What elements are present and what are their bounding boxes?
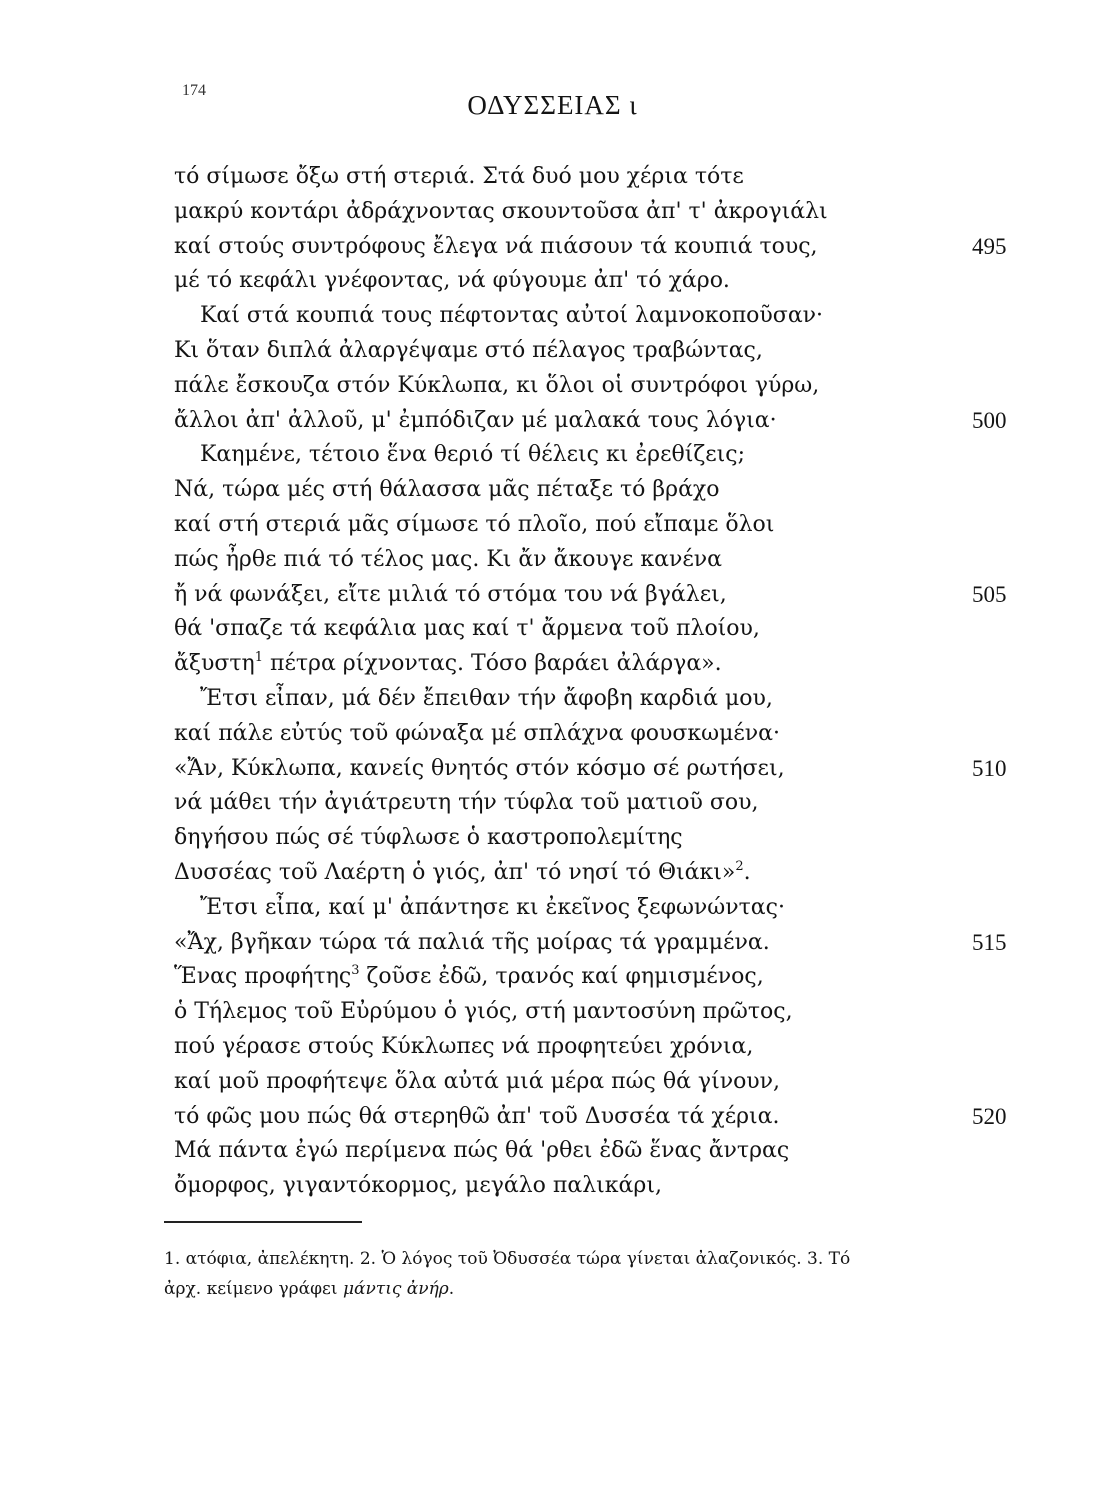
verse-line-text: Καί στά κουπιά τους πέφτοντας αὐτοί λαμνοκοποῦσαν·	[200, 303, 824, 329]
verse-line-text: ζοῦσε ἐδῶ, τρανός καί φημισμένος,	[359, 964, 764, 990]
footnote-line	[164, 1274, 1014, 1304]
verse-line-text: ὁ Τήλεμος τοῦ Εὐρύμου ὁ γιός, στή μαντοσύνη πρῶτος,	[174, 999, 793, 1025]
verse-line	[174, 1134, 934, 1169]
verse-line-text: «Ἄν, Κύκλωπα, κανείς θνητός στόν κόσμο σέ ρωτήσει,	[174, 755, 785, 781]
line-number: 515	[972, 929, 1007, 955]
footnote-text: .	[448, 1279, 455, 1299]
verse-line-text: ὄμορφος, γιγαντόκορμος, μεγάλο παλικάρι,	[174, 1173, 662, 1199]
verse-line-text: «Ἄχ, βγῆκαν τώρα τά παλιά τῆς μοίρας τά γραμμένα.	[174, 929, 770, 955]
verse-line	[174, 995, 934, 1030]
verse-line-text: πάλε ἔσκουζα στόν Κύκλωπα, κι ὅλοι οἱ συντρόφοι γύρω,	[174, 372, 820, 398]
verse-line	[174, 682, 934, 717]
verse-line-text: πώς ἦρθε πιά τό τέλος μας. Κι ἄν ἄκουγε κανένα	[174, 546, 722, 572]
verse-line-text: νά μάθει τήν ἀγιάτρευτη τήν τύφλα τοῦ ματιοῦ σου,	[174, 790, 759, 816]
verse-line	[174, 752, 1007, 787]
verse-line-text: καί στή στεριά μᾶς σίμωσε τό πλοῖο, πού εἴπαμε ὅλοι	[174, 511, 775, 537]
verse-line-text: ἤ νά φωνάξει, εἴτε μιλιά τό στόμα του νά βγάλει,	[174, 581, 727, 607]
verse-line	[174, 195, 934, 230]
verse-line	[174, 786, 934, 821]
verse-line-text: Καημένε, τέτοιο ἕνα θεριό τί θέλεις κι ἐρεθίζεις;	[200, 442, 746, 468]
verse-line-text: καί στούς συντρόφους ἔλεγα νά πιάσουν τά κουπιά τους,	[174, 233, 818, 259]
verse-text	[174, 160, 1007, 1204]
verse-line	[174, 369, 934, 404]
line-number: 520	[972, 1103, 1007, 1129]
footnote-marker: 3	[351, 963, 360, 979]
verse-line-text: μακρύ κοντάρι ἀδράχνοντας σκουντοῦσα ἀπ' τ' ἀκρογιάλι	[174, 198, 828, 224]
verse-line-text: πού γέρασε στούς Κύκλωπες νά προφητεύει χρόνια,	[174, 1033, 754, 1059]
verse-line	[174, 926, 1007, 961]
verse-line-text: Ἔτσι εἶπα, καί μ' ἀπάντησε κι ἐκεῖνος ξεφωνώντας·	[200, 894, 785, 920]
verse-line-text: Ἕνας προφήτης	[174, 964, 352, 990]
verse-line	[174, 160, 934, 195]
line-number: 495	[972, 233, 1007, 259]
verse-line-text: Μά πάντα ἐγώ περίμενα πώς θά 'ρθει ἐδῶ ἕνας ἄντρας	[174, 1138, 790, 1164]
verse-line	[174, 1169, 934, 1204]
verse-line-text: Δυσσέας τοῦ Λαέρτη ὁ γιός, ἀπ' τό νησί τό Θιάκι»	[174, 859, 736, 885]
footnote-text: ἀρχ. κείμενο γράφει	[164, 1279, 343, 1299]
footnote-line: 1. ατόφια, ἀπελέκητη. 2. Ὁ λόγος τοῦ Ὀδυσσέα τώρα γίνεται ἀλαζονικός. 3. Τό	[164, 1249, 851, 1269]
verse-line	[174, 404, 1007, 439]
verse-line-text: ἄξυστη	[174, 651, 255, 677]
verse-line-text: Νά, τώρα μές στή θάλασσα μᾶς πέταξε τό βράχο	[174, 477, 720, 503]
verse-line	[174, 612, 934, 647]
verse-line	[174, 821, 934, 856]
verse-line	[174, 960, 934, 995]
verse-line-text: τό φῶς μου πώς θά στερηθῶ ἀπ' τοῦ Δυσσέα τά χέρια.	[174, 1103, 780, 1129]
verse-line	[174, 891, 934, 926]
verse-line	[174, 1065, 934, 1100]
verse-line-text: θά 'σπαζε τά κεφάλια μας καί τ' ἄρμενα τοῦ πλοίου,	[174, 616, 760, 642]
verse-line	[174, 647, 934, 682]
verse-line	[174, 438, 934, 473]
line-number: 510	[972, 755, 1007, 781]
verse-line	[174, 334, 934, 369]
footnote-marker: 1	[254, 650, 263, 666]
verse-line	[174, 856, 934, 891]
verse-line-text: Ἔτσι εἶπαν, μά δέν ἔπειθαν τήν ἄφοβη καρδιά μου,	[200, 685, 773, 711]
verse-line	[174, 1100, 1007, 1135]
page-number: 174	[182, 82, 206, 99]
verse-line	[174, 230, 1007, 265]
verse-line-text: δηγήσου πώς σέ τύφλωσε ὁ καστροπολεμίτης	[174, 825, 683, 851]
verse-line-text: Κι ὅταν διπλά ἀλαργέψαμε στό πέλαγος τραβώντας,	[174, 337, 763, 363]
running-head-title: ΟΔΥΣΣΕΙΑΣ ι	[467, 90, 638, 120]
verse-line-text: .	[743, 859, 751, 885]
verse-line	[174, 508, 934, 543]
verse-line-text: μέ τό κεφάλι γνέφοντας, νά φύγουμε ἀπ' τό χάρο.	[174, 268, 730, 294]
line-number: 505	[972, 581, 1007, 607]
verse-line	[174, 717, 934, 752]
verse-line	[174, 578, 1007, 613]
footnote-marker: 2	[735, 858, 744, 874]
verse-line-text: ἄλλοι ἀπ' ἀλλοῦ, μ' ἐμπόδιζαν μέ μαλακά τους λόγια·	[174, 407, 777, 433]
verse-line	[174, 543, 934, 578]
verse-line	[174, 1030, 934, 1065]
line-number: 500	[972, 407, 1007, 433]
verse-line-text: καί μοῦ προφήτεψε ὅλα αὐτά μιά μέρα πώς θά γίνουν,	[174, 1068, 781, 1094]
footnote-divider	[164, 1221, 362, 1223]
verse-line-text: πέτρα ρίχνοντας. Τόσο βαράει ἀλάργα».	[263, 651, 722, 677]
footnote-emphasis: μάντις ἀνήρ	[342, 1279, 449, 1299]
verse-line-text: τό σίμωσε ὄξω στή στεριά. Στά δυό μου χέρια τότε	[174, 164, 744, 189]
verse-line	[174, 299, 934, 334]
verse-line	[174, 473, 934, 508]
verse-line-text: καί πάλε εὐτύς τοῦ φώναξα μέ σπλάχνα φουσκωμένα·	[174, 720, 780, 746]
verse-line	[174, 264, 934, 299]
footnotes	[164, 1244, 1014, 1304]
